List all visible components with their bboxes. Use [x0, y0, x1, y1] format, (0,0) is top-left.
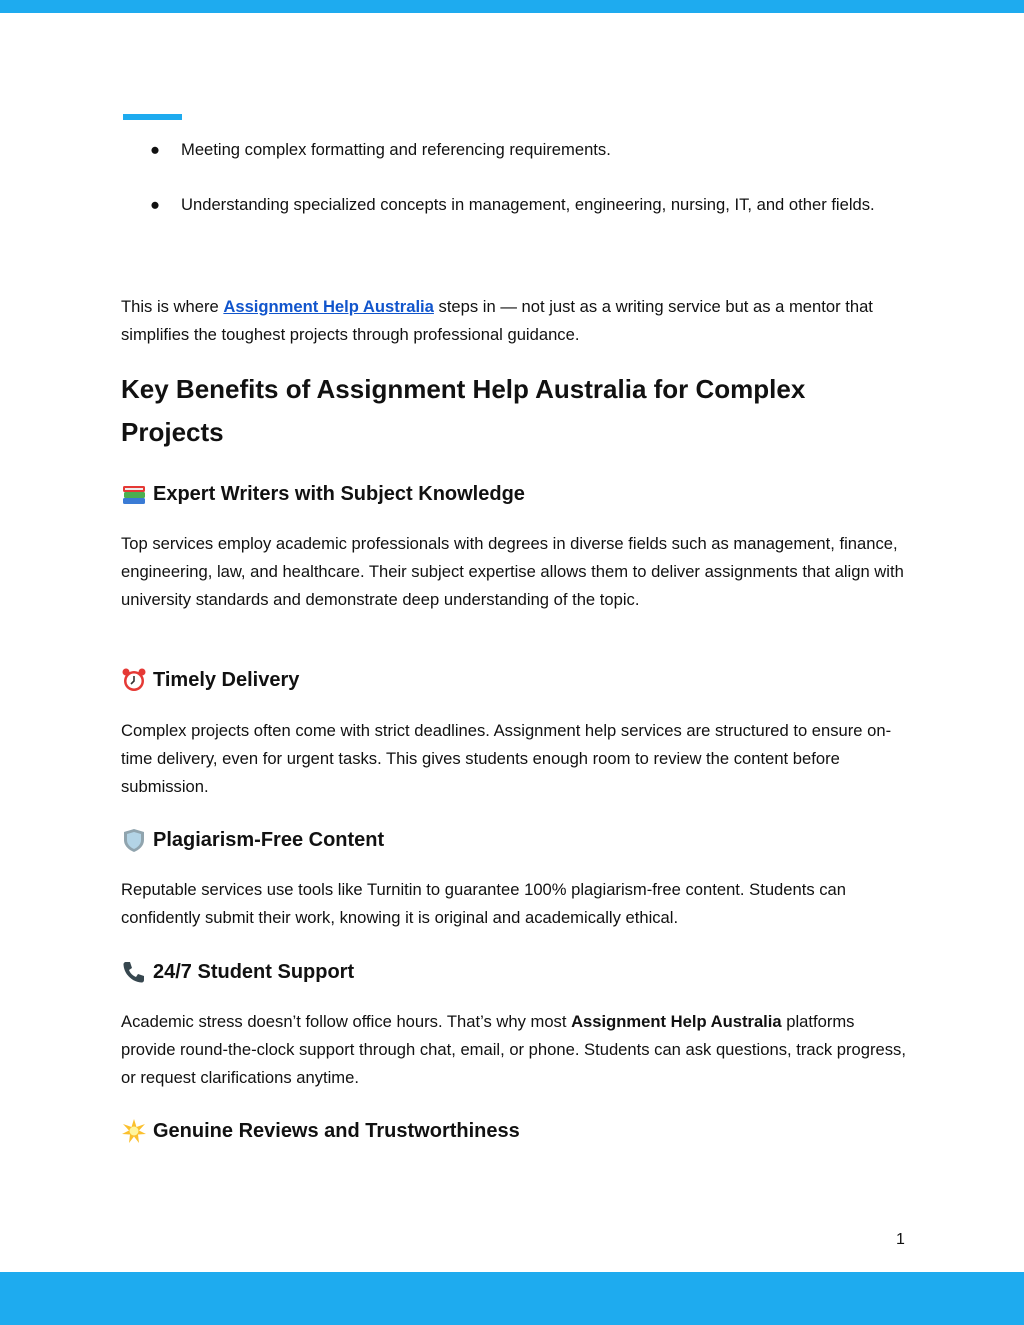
subheading-text: Plagiarism-Free Content: [153, 829, 385, 851]
bullet-item: Meeting complex formatting and referencing requirements.: [181, 140, 611, 159]
intro-text: steps in — not just as a writing service but as a mentor that simplifies the toughest projects through professional guidance.: [121, 297, 873, 344]
shield-icon: [121, 827, 147, 853]
bullet-icon: ●: [150, 140, 161, 159]
books-icon: [121, 481, 147, 507]
paragraph-text: Academic stress doesn’t follow office hours. That’s why most: [121, 1012, 572, 1031]
section-paragraph: Complex projects often come with strict deadlines. Assignment help services are structured to ensure on-time delivery, even for urgent tasks. This gives students enough room to review the content before submission.: [121, 721, 892, 796]
section-paragraph: Reputable services use tools like Turnitin to guarantee 100% plagiarism-free content. Students can confidently submit their work, knowing it is original and academically ethical.: [121, 880, 847, 927]
assignment-help-link[interactable]: Assignment Help Australia: [223, 297, 434, 316]
section-paragraph: [121, 1008, 911, 1092]
page-number: 1: [896, 1231, 905, 1248]
section-paragraph: Top services employ academic professionals with degrees in diverse fields such as management, finance, engineering, law, and healthcare. Their subject expertise allows them to deliver assignments that align with university standards and demonstrate deep understanding of the topic.: [121, 534, 904, 609]
bullet-item: Understanding specialized concepts in management, engineering, nursing, IT, and other fields.: [181, 195, 875, 214]
subheading-text: 24/7 Student Support: [153, 961, 355, 983]
star-icon: [121, 1118, 147, 1144]
alarm-clock-icon: [121, 667, 147, 693]
intro-paragraph: [121, 293, 911, 349]
subheading-text: Expert Writers with Subject Knowledge: [153, 483, 525, 505]
subheading-text: Timely Delivery: [153, 669, 300, 691]
subheading-genuine-reviews: [121, 1117, 520, 1145]
header-bar: [0, 0, 1024, 13]
subheading-text: Genuine Reviews and Trustworthiness: [153, 1120, 520, 1142]
subheading-timely-delivery: [121, 666, 299, 694]
section-heading: Key Benefits of Assignment Help Australia for Complex Projects: [121, 374, 806, 447]
intro-text: This is where: [121, 297, 224, 316]
phone-icon: [121, 959, 147, 985]
bold-text: Assignment Help Australia: [571, 1012, 782, 1031]
subheading-expert-writers: [121, 480, 525, 508]
subheading-student-support: [121, 958, 354, 986]
bullet-icon: ●: [150, 195, 161, 214]
subheading-plagiarism-free: [121, 826, 384, 854]
paragraph-text: platforms provide round-the-clock support through chat, email, or phone. Students can ask questions, track progress, or request clarifications anytime.: [121, 1012, 906, 1087]
accent-line: [123, 114, 182, 120]
footer-bar: [0, 1272, 1024, 1325]
